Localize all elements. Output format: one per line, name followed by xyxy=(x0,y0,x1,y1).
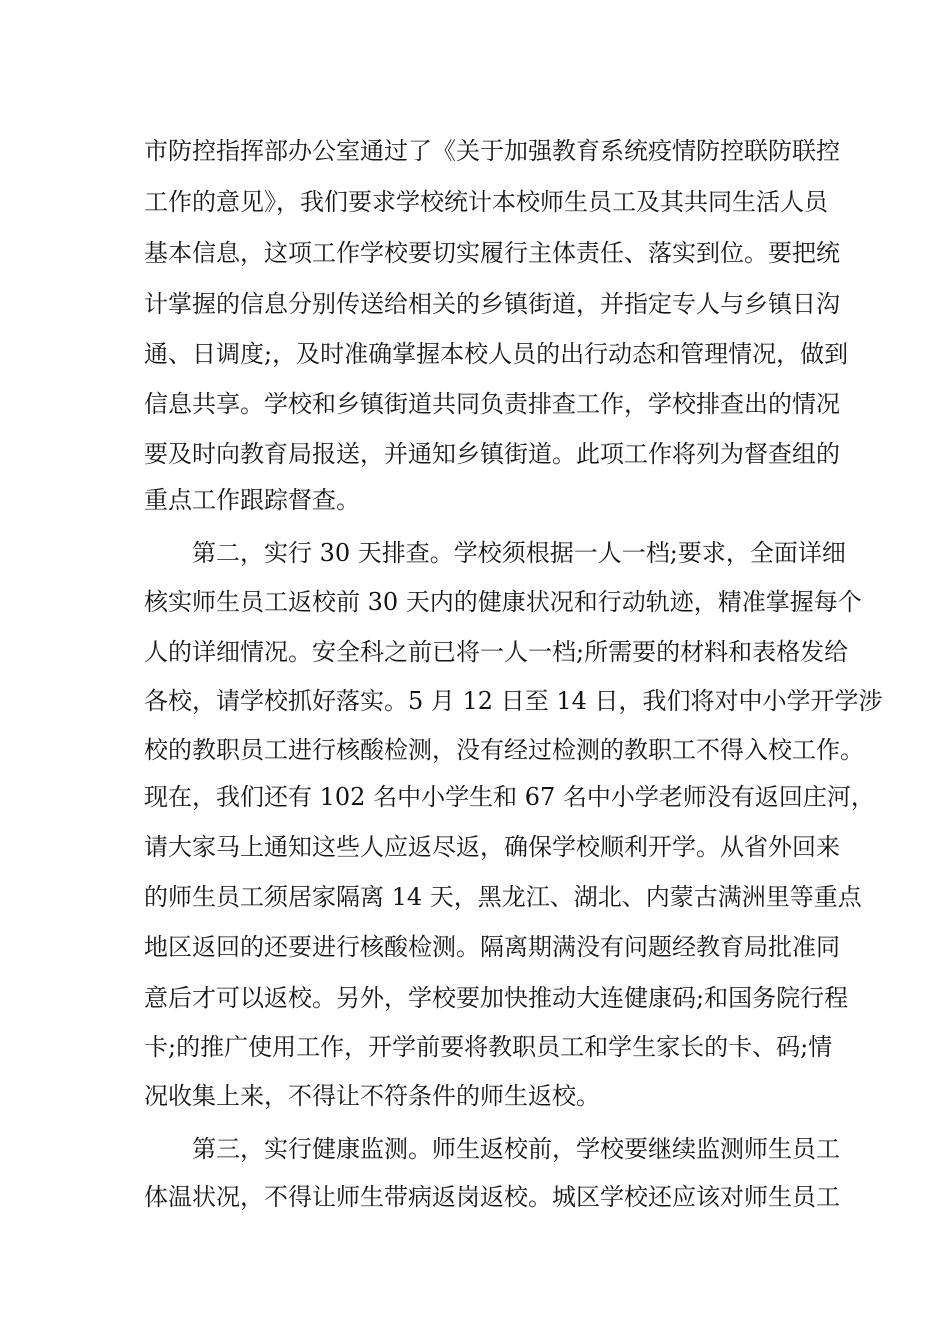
text-line: 请大家马上通知这些人应返尽返，确保学校顺利开学。从省外回来 xyxy=(144,833,840,861)
text-line: 校的教职员工进行核酸检测，没有经过检测的教职工不得入校工作。 xyxy=(144,736,864,764)
text-line: 通、日调度;，及时准确掌握本校人员的出行动态和管理情况，做到 xyxy=(144,340,849,368)
text-line: 工作的意见》，我们要求学校统计本校师生员工及其共同生活人员 xyxy=(144,188,828,216)
paragraph-start-line: 第三，实行健康监测。师生返校前，学校要继续监测师生员工 xyxy=(192,1135,840,1163)
text-line: 况收集上来，不得让不符条件的师生返校。 xyxy=(144,1082,600,1110)
text-line: 基本信息，这项工作学校要切实履行主体责任、落实到位。要把统 xyxy=(144,239,840,267)
text-line: 计掌握的信息分别传送给相关的乡镇街道，并指定专人与乡镇日沟 xyxy=(144,290,840,318)
text-line: 体温状况，不得让师生带病返岗返校。城区学校还应该对师生员工 xyxy=(144,1183,840,1211)
text-line: 的师生员工须居家隔离 14 天，黑龙江、湖北、内蒙古满洲里等重点 xyxy=(144,883,862,911)
text-line: 卡;的推广使用工作，开学前要将教职员工和学生家长的卡、码;情 xyxy=(144,1033,833,1061)
text-line: 地区返回的还要进行核酸检测。隔离期满没有问题经教育局批准同 xyxy=(144,933,840,961)
text-line: 各校，请学校抓好落实。5 月 12 日至 14 日，我们将对中小学开学涉 xyxy=(144,687,883,715)
text-line: 现在，我们还有 102 名中小学生和 67 名中小学老师没有返回庄河， xyxy=(144,783,875,811)
text-line: 重点工作跟踪督查。 xyxy=(144,486,360,514)
text-line: 人的详细情况。安全科之前已将一人一档;所需要的材料和表格发给 xyxy=(144,638,849,666)
text-line: 意后才可以返校。另外，学校要加快推动大连健康码;和国务院行程 xyxy=(144,984,849,1012)
text-line: 要及时向教育局报送，并通知乡镇街道。此项工作将列为督查组的 xyxy=(144,440,840,468)
paragraph-start-line: 第二，实行 30 天排查。学校须根据一人一档;要求，全面详细 xyxy=(192,539,846,567)
text-line: 核实师生员工返校前 30 天内的健康状况和行动轨迹，精准掌握每个 xyxy=(144,588,862,616)
text-line: 市防控指挥部办公室通过了《关于加强教育系统疫情防控联防联控 xyxy=(144,137,840,165)
text-line: 信息共享。学校和乡镇街道共同负责排查工作，学校排查出的情况 xyxy=(144,390,840,418)
